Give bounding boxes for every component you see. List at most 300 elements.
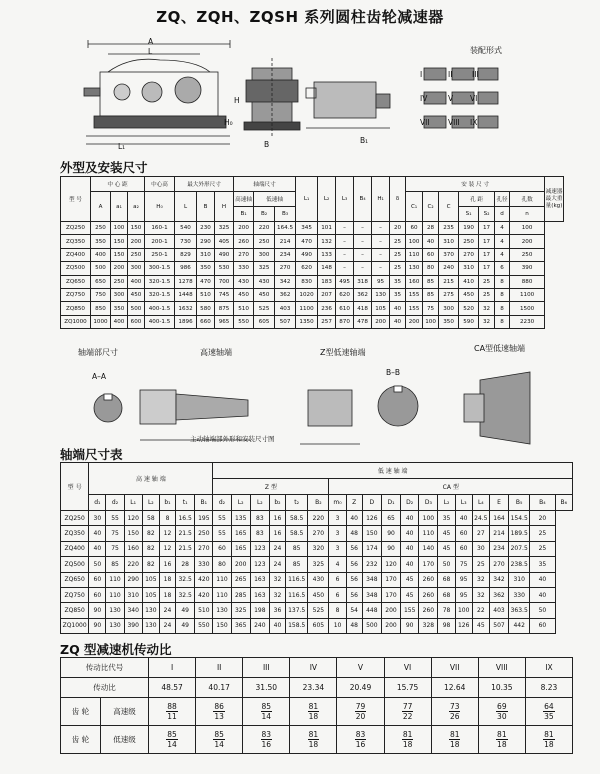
table-cell: 40	[269, 618, 285, 633]
table-cell: 68	[438, 587, 455, 602]
th-hole-count: 孔数	[510, 192, 545, 207]
th2-col: B₅	[509, 495, 530, 511]
table-cell: 257	[318, 315, 336, 328]
gear-fraction	[402, 702, 414, 721]
table-cell: 8	[495, 288, 510, 301]
table-cell: 60	[455, 541, 472, 556]
table-row	[61, 275, 564, 288]
table-cell: 965	[215, 315, 234, 328]
gear-fraction	[308, 730, 320, 749]
th-C: C	[439, 192, 459, 222]
table-row	[61, 248, 564, 261]
table-cell: 100	[111, 222, 128, 235]
gear-fraction-cell	[525, 698, 572, 726]
th2-col: B₂	[308, 495, 329, 511]
table-cell: 350	[91, 235, 111, 248]
gear-teeth-numerator: 85	[261, 702, 272, 711]
table-cell: 238.5	[509, 557, 530, 572]
th2-col: d₁	[89, 495, 106, 511]
assembly-form-V: V	[448, 94, 454, 103]
model-cell: ZQ750	[61, 587, 89, 602]
th2-col: B₆	[555, 495, 573, 511]
gear-fraction	[213, 730, 225, 749]
outline-table-body	[61, 222, 564, 329]
table-cell: 265	[231, 572, 250, 587]
table-cell: 200	[381, 603, 400, 618]
table-cell: 2230	[510, 315, 545, 328]
th-H0: H₀	[145, 192, 175, 222]
section-title-shaft: 轴端尺寸表	[60, 447, 123, 462]
th-C1: C₁	[406, 192, 423, 222]
gear-fraction	[213, 702, 225, 721]
assembly-form-VII: VII	[420, 118, 430, 127]
gear-fraction-cell	[478, 698, 525, 726]
table-cell: 1020	[296, 288, 318, 301]
ratio-code: VII	[431, 658, 478, 678]
gear-fraction-cell	[149, 698, 196, 726]
gear-label-high: 齿 轮	[61, 698, 101, 726]
table-cell: 135	[231, 511, 250, 526]
table-cell: 745	[215, 288, 234, 301]
gear-teeth-denominator: 18	[308, 740, 319, 749]
table-cell: 215	[439, 275, 459, 288]
table-cell: 478	[354, 315, 372, 328]
th2-col: L₂	[231, 495, 250, 511]
table-cell: 82	[142, 541, 159, 556]
gear-fraction	[449, 730, 461, 749]
table-cell: 6	[495, 262, 510, 275]
table-cell: 90	[381, 526, 400, 541]
table-cell: 40	[455, 511, 472, 526]
table-cell: 320-1.5	[145, 275, 175, 288]
ratio-code: VIII	[478, 658, 525, 678]
table-cell: 325	[308, 557, 329, 572]
th2-col: L₄	[472, 495, 489, 511]
gear-fraction	[543, 730, 555, 749]
table-cell: 16	[159, 557, 175, 572]
table-cell: –	[372, 222, 390, 235]
table-cell: 8	[159, 511, 175, 526]
th2-col: B₄	[530, 495, 555, 511]
table-cell: 18	[159, 572, 175, 587]
table-cell: 6	[329, 587, 346, 602]
th-L1: L₁	[296, 177, 318, 222]
ratio-code-label: 传动比代号	[61, 658, 149, 678]
table-cell: 418	[354, 302, 372, 315]
shaft-drawing-label-4: CA型低速轴端	[474, 344, 526, 353]
table-cell: 390	[124, 618, 142, 633]
table-cell: 150	[213, 618, 231, 633]
table-cell: 986	[175, 262, 197, 275]
gear-teeth-numerator: 81	[544, 730, 554, 739]
section-mark-aa: A–A	[92, 372, 107, 381]
gear-fraction-cell	[149, 726, 196, 754]
th-C2: C₂	[423, 192, 439, 222]
table-cell: 95	[455, 587, 472, 602]
th2-col: t₂	[286, 495, 308, 511]
table-cell: 22	[472, 603, 489, 618]
table-cell: 325	[254, 262, 275, 275]
table-cell: 1100	[510, 288, 545, 301]
table-cell: 234	[275, 248, 296, 261]
table-cell: 270	[234, 248, 254, 261]
gear-fraction-cell	[290, 698, 337, 726]
table-cell: 500	[362, 618, 381, 633]
gear-fraction-cell	[384, 726, 431, 754]
table-cell: 207	[318, 288, 336, 301]
table-cell: 525	[254, 302, 275, 315]
table-cell: 405	[215, 235, 234, 248]
model-cell: ZQ850	[61, 302, 91, 315]
table-cell: 8	[329, 603, 346, 618]
table-cell: 420	[195, 587, 213, 602]
model-cell: ZQ650	[61, 572, 89, 587]
gear-teeth-numerator: 81	[497, 730, 507, 739]
table-cell: 17	[479, 248, 495, 261]
table-cell: –	[354, 248, 372, 261]
table-cell: 365	[231, 618, 250, 633]
table-cell: 430	[254, 275, 275, 288]
table-cell: 200	[231, 557, 250, 572]
table-cell: 40	[346, 511, 362, 526]
table-row	[61, 511, 573, 526]
table-cell: 240	[439, 262, 459, 275]
table-cell: 116.5	[286, 587, 308, 602]
table-cell: 25	[479, 288, 495, 301]
th-H1: H₁	[372, 177, 390, 222]
table-cell: 829	[175, 248, 197, 261]
gear-teeth-denominator: 14	[261, 712, 272, 721]
gear-fraction	[496, 730, 508, 749]
table-cell: –	[354, 235, 372, 248]
gear-fraction-cell	[196, 726, 243, 754]
table-cell: 49	[176, 603, 195, 618]
table-cell: 442	[509, 618, 530, 633]
table-cell: 32	[269, 587, 285, 602]
ratio-value: 20.49	[337, 678, 384, 698]
table-cell: 285	[231, 587, 250, 602]
table-cell: 32.5	[176, 587, 195, 602]
shaft-dimensions-table	[60, 462, 573, 634]
table-cell: 250	[510, 248, 545, 261]
dim-label-L: L	[148, 47, 153, 56]
table-cell: 35	[390, 288, 406, 301]
table-cell: 40	[530, 587, 555, 602]
th-S1: S₁	[459, 207, 479, 222]
th2-col: Z	[346, 495, 362, 511]
table-cell: 45	[401, 587, 419, 602]
table-cell: 450	[128, 288, 145, 301]
shaft-drawing-note: 主动轴端部外形和安装尺寸图	[190, 435, 275, 443]
table-cell: 50	[89, 557, 106, 572]
table-cell: 12	[159, 541, 175, 556]
section-title-outline: 外型及安装尺寸	[60, 160, 148, 175]
assembly-form-VI: VI	[470, 94, 478, 103]
assembly-form-IV: IV	[420, 94, 428, 103]
table-cell: 350	[439, 315, 459, 328]
gear-fraction	[261, 702, 273, 721]
gear-teeth-numerator: 81	[449, 730, 460, 739]
table-cell: 1632	[175, 302, 197, 315]
table-cell: 450	[254, 288, 275, 301]
table-cell: 300	[128, 262, 145, 275]
table-cell: 300	[111, 288, 128, 301]
table-cell: 24.5	[472, 511, 489, 526]
table-cell: 132	[318, 235, 336, 248]
table-cell: 530	[215, 262, 234, 275]
table-cell: 620	[296, 262, 318, 275]
table-row	[61, 302, 564, 315]
table-cell: 362	[275, 288, 296, 301]
gear-fraction	[166, 730, 178, 749]
gear-teeth-denominator: 26	[449, 712, 460, 721]
ratio-code: I	[149, 658, 196, 678]
table-cell: 348	[362, 572, 381, 587]
gear-teeth-denominator: 35	[544, 712, 554, 721]
table-cell: 163	[250, 572, 269, 587]
table-cell: 95	[372, 275, 390, 288]
table-cell: 137.5	[286, 603, 308, 618]
th2-ca: CA 型	[329, 479, 573, 495]
table-cell: 58.5	[286, 526, 308, 541]
table-cell: 58	[142, 511, 159, 526]
ratio-code: VI	[384, 658, 431, 678]
table-cell: 12	[159, 526, 175, 541]
table-cell: 600	[128, 315, 145, 328]
table-cell: 30	[89, 511, 106, 526]
table-cell: 220	[308, 511, 329, 526]
th2-col: L₂	[438, 495, 455, 511]
table-cell: 200	[381, 618, 400, 633]
table-cell: 1000	[91, 315, 111, 328]
table-cell: 250	[91, 222, 111, 235]
table-cell: 40	[390, 302, 406, 315]
table-cell: 605	[254, 315, 275, 328]
table-cell: 126	[362, 511, 381, 526]
table-cell: 58.5	[286, 511, 308, 526]
th-B1: B₁	[234, 207, 254, 222]
table-cell: 25	[472, 557, 489, 572]
table-cell: 270	[195, 541, 213, 556]
table-row	[61, 603, 573, 618]
ratio-value: 12.64	[431, 678, 478, 698]
side-view-drawing	[244, 58, 300, 138]
table-cell: 4	[495, 235, 510, 248]
gear-teeth-denominator: 16	[355, 740, 366, 749]
table-cell: 183	[318, 275, 336, 288]
table-cell: 60	[406, 222, 423, 235]
table-row	[61, 541, 573, 556]
table-cell: 220	[124, 557, 142, 572]
table-cell: 260	[419, 587, 438, 602]
table-cell: 100	[455, 603, 472, 618]
table-cell: 32	[472, 587, 489, 602]
th-L3: L₃	[336, 177, 354, 222]
table-cell: 90	[89, 618, 106, 633]
table-cell: 110	[106, 572, 124, 587]
table-cell: 60	[530, 618, 555, 633]
table-cell: 300-1.5	[145, 262, 175, 275]
table-cell: 400	[111, 315, 128, 328]
gear-fraction-cell	[337, 698, 384, 726]
table-cell: 24	[269, 557, 285, 572]
gear-fraction	[449, 702, 461, 721]
table-cell: 130	[106, 618, 124, 633]
table-cell: 160	[124, 541, 142, 556]
table-cell: 700	[215, 275, 234, 288]
table-cell: 65	[381, 511, 400, 526]
table-cell: 250-1	[145, 248, 175, 261]
table-cell: 75	[106, 541, 124, 556]
table-row	[61, 587, 573, 602]
model-cell: ZQ850	[61, 603, 89, 618]
table-cell: –	[372, 248, 390, 261]
table-cell: 24	[159, 618, 175, 633]
gear-fraction-cell	[243, 726, 290, 754]
table-cell: 490	[215, 248, 234, 261]
table-cell: 55	[213, 526, 231, 541]
th-high-shaft: 高速轴	[234, 192, 254, 207]
table-cell: 90	[401, 618, 419, 633]
model-cell: ZQ750	[61, 288, 91, 301]
table-cell: 85	[423, 275, 439, 288]
gear-teeth-numerator: 85	[214, 730, 224, 739]
table-cell: 60	[455, 526, 472, 541]
ca-type-shaft-drawing	[464, 372, 530, 444]
table-cell: 75	[423, 302, 439, 315]
table-cell: 875	[215, 302, 234, 315]
gear-teeth-denominator: 18	[402, 740, 413, 749]
table-cell: 82	[142, 557, 159, 572]
model-cell: ZQ1000	[61, 315, 91, 328]
gear-fraction	[308, 702, 320, 721]
table-cell: 40	[423, 235, 439, 248]
th2-high: 高 速 轴 端	[89, 463, 213, 495]
table-cell: 325	[215, 222, 234, 235]
table-cell: 21.5	[176, 526, 195, 541]
gear-teeth-denominator: 16	[261, 740, 272, 749]
top-view-drawing	[306, 82, 390, 128]
table-cell: 500	[91, 262, 111, 275]
table-cell: 362	[489, 587, 508, 602]
table-cell: 448	[362, 603, 381, 618]
table-row	[61, 557, 573, 572]
gear-fraction-cell	[431, 726, 478, 754]
table-cell: 110	[106, 587, 124, 602]
table-cell: 1896	[175, 315, 197, 328]
table-cell: 155	[401, 603, 419, 618]
table-cell: 580	[197, 302, 215, 315]
table-cell: 95	[455, 572, 472, 587]
low-stage-label: 低速级	[101, 726, 149, 754]
model-cell: ZQ250	[61, 222, 91, 235]
table-cell: 32.5	[176, 572, 195, 587]
ratio-label: 传动比	[61, 678, 149, 698]
transmission-ratio-table	[60, 657, 573, 754]
table-cell: 232	[362, 557, 381, 572]
table-cell: 45	[438, 541, 455, 556]
table-cell: 450	[459, 288, 479, 301]
table-cell: 1500	[510, 302, 545, 315]
table-cell: 214	[275, 235, 296, 248]
assembly-form-III: III	[472, 70, 479, 79]
table-cell: 126	[455, 618, 472, 633]
table-cell: 150	[362, 526, 381, 541]
table-cell: 430	[308, 572, 329, 587]
table-cell: 160	[406, 275, 423, 288]
table-cell: 24	[269, 541, 285, 556]
th-low-shaft: 低速轴	[254, 192, 296, 207]
table-cell: 83	[250, 511, 269, 526]
table-cell: 270	[308, 526, 329, 541]
table-cell: 17	[479, 235, 495, 248]
gear-fraction-cell	[431, 698, 478, 726]
table-row	[61, 315, 564, 328]
table-cell: 345	[296, 222, 318, 235]
table-cell: 85	[423, 288, 439, 301]
table-cell: 236	[318, 302, 336, 315]
table-cell: 158.5	[286, 618, 308, 633]
table-cell: 550	[195, 618, 213, 633]
gear-teeth-denominator: 11	[167, 712, 177, 721]
table-cell: 350	[197, 262, 215, 275]
table-cell: 350	[111, 302, 128, 315]
table-cell: 100	[510, 222, 545, 235]
assembly-forms-grid	[424, 68, 498, 128]
table-cell: 164	[489, 511, 508, 526]
table-cell: 85	[106, 557, 124, 572]
table-cell: 200	[510, 235, 545, 248]
ratio-code: IX	[525, 658, 572, 678]
table-cell: 300	[439, 302, 459, 315]
table-cell: 342	[275, 275, 296, 288]
table-cell: 220	[254, 222, 275, 235]
table-cell: 170	[419, 557, 438, 572]
table-cell: 450	[234, 288, 254, 301]
table-cell: 270	[459, 248, 479, 261]
table-cell: 130	[406, 262, 423, 275]
table-cell: 100	[423, 315, 439, 328]
th2-col: L₂	[142, 495, 159, 511]
table-cell: 16.5	[176, 511, 195, 526]
table-cell: 40	[401, 511, 419, 526]
table-cell: 189.5	[509, 526, 530, 541]
gear-fraction-cell	[337, 726, 384, 754]
page-title: ZQ、ZQH、ZQSH 系列圆柱齿轮减速器	[156, 8, 444, 26]
gear-teeth-denominator: 30	[497, 712, 507, 721]
gear-teeth-numerator: 88	[167, 702, 177, 711]
table-cell: –	[336, 222, 354, 235]
table-cell: 310	[197, 248, 215, 261]
table-cell: 75	[106, 526, 124, 541]
th-L2: L₂	[318, 177, 336, 222]
table-cell: 318	[354, 275, 372, 288]
table-cell: 55	[106, 511, 124, 526]
table-cell: 4	[495, 248, 510, 261]
th2-col: b₁	[159, 495, 175, 511]
table-cell: 850	[91, 302, 111, 315]
table-cell: 20	[390, 222, 406, 235]
table-cell: 45	[472, 618, 489, 633]
dim-label-L1: L₁	[118, 142, 126, 151]
table-cell: 550	[234, 315, 254, 328]
th2-col: D₃	[419, 495, 438, 511]
ratio-code: II	[196, 658, 243, 678]
table-cell: 45	[438, 526, 455, 541]
table-cell: 400	[128, 275, 145, 288]
table-cell: 342	[489, 572, 508, 587]
table-cell: 420	[195, 572, 213, 587]
